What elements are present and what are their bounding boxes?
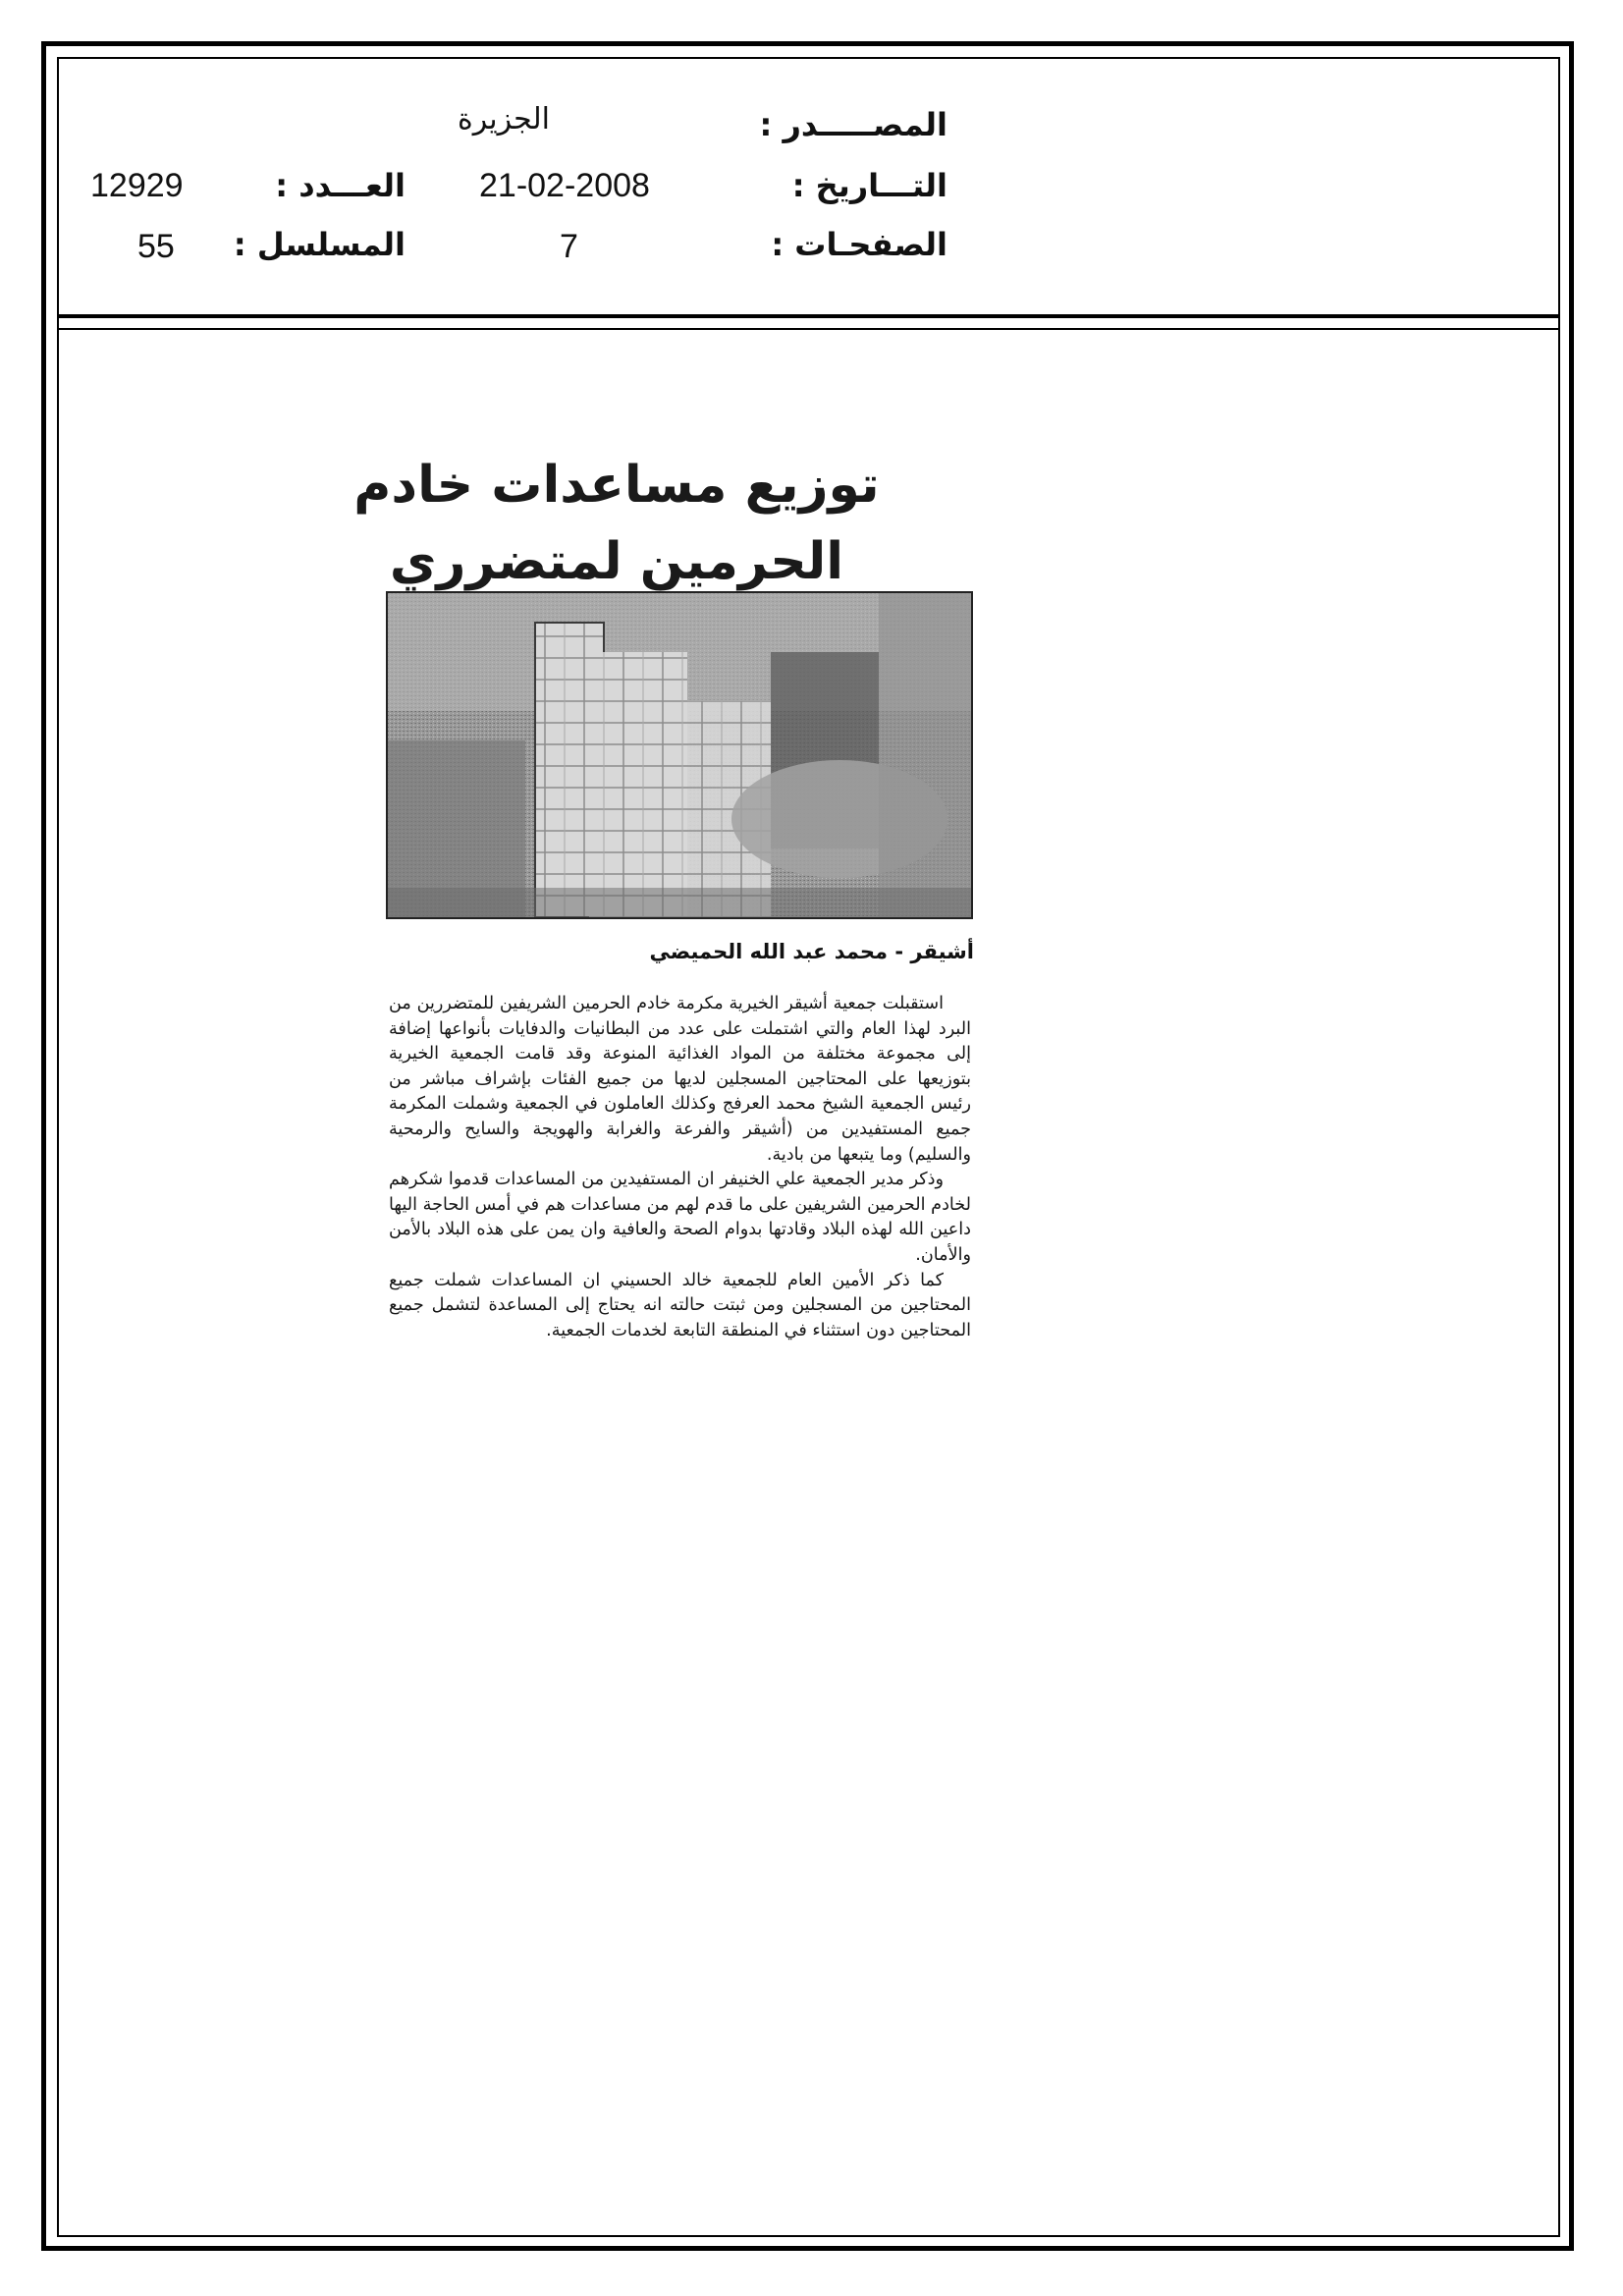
article-title-line-1: توزيع مساعدات خادم الحرمين لمتضرري (353, 456, 880, 591)
article-paragraph: وذكر مدير الجمعية علي الخنيفر ان المستفيدين من المساعدات قدموا شكرهم لخادم الحرمين الشريفين على ما قدم لهم من مساعدات هم في أمس الحاجة اليها داعين الله لهذه البلاد وقادتها بدوام الصحة والعافية وان يمن على هذه البلاد بالأمن والأمان. (389, 1170, 971, 1265)
date-value: 21-02-2008 (479, 167, 650, 204)
photo-boxes-illustration (388, 593, 971, 917)
source-value: الجزيرة (458, 102, 551, 137)
pages-label: الصفحـات : (771, 226, 947, 263)
issue-label: العـــدد : (275, 167, 406, 204)
article-byline: أشيقر - محمد عبد الله الحميضي (649, 940, 974, 963)
article-body (389, 992, 971, 1343)
article-paragraph: استقبلت جمعية أشيقر الخيرية مكرمة خادم الحرمين الشريفين للمتضررين من البرد لهذا العام والتي اشتملت على عدد من البطانيات والدفايات بأنواعها إضافة إلى مجموعة مختلفة من المواد الغذائية المنوعة وقد قامت الجمعية الخيرية بتوزيعها على المحتاجين المسجلين لديها من جميع الفئات بإشراف مباشر من رئيس الجمعية الشيخ محمد العرفج وكذلك العاملون في الجمعية وشملت المكرمة جميع المستفيدين من (أشيقر والفرعة والغرابة والهويجة والسايح والرمحية والسليم) وما يتبعها من بادية. (389, 994, 971, 1165)
serial-label: المسلسل : (233, 226, 406, 263)
header-divider-thin (57, 328, 1560, 330)
article-photo (386, 591, 973, 919)
header-divider (57, 314, 1560, 318)
source-label: المصـــــدر : (759, 106, 947, 143)
article-paragraph: كما ذكر الأمين العام للجمعية خالد الحسيني ان المساعدات شملت جميع المحتاجين من المسجلين ومن ثبتت حالته انه يحتاج إلى المساعدة لتشمل جميع المحتاجين دون استثناء في المنطقة التابعة لخدمات الجمعية. (389, 1270, 971, 1340)
date-label: التـــاريخ : (791, 167, 947, 204)
serial-value: 55 (137, 228, 175, 265)
issue-value: 12929 (90, 167, 184, 204)
pages-value: 7 (560, 228, 578, 265)
